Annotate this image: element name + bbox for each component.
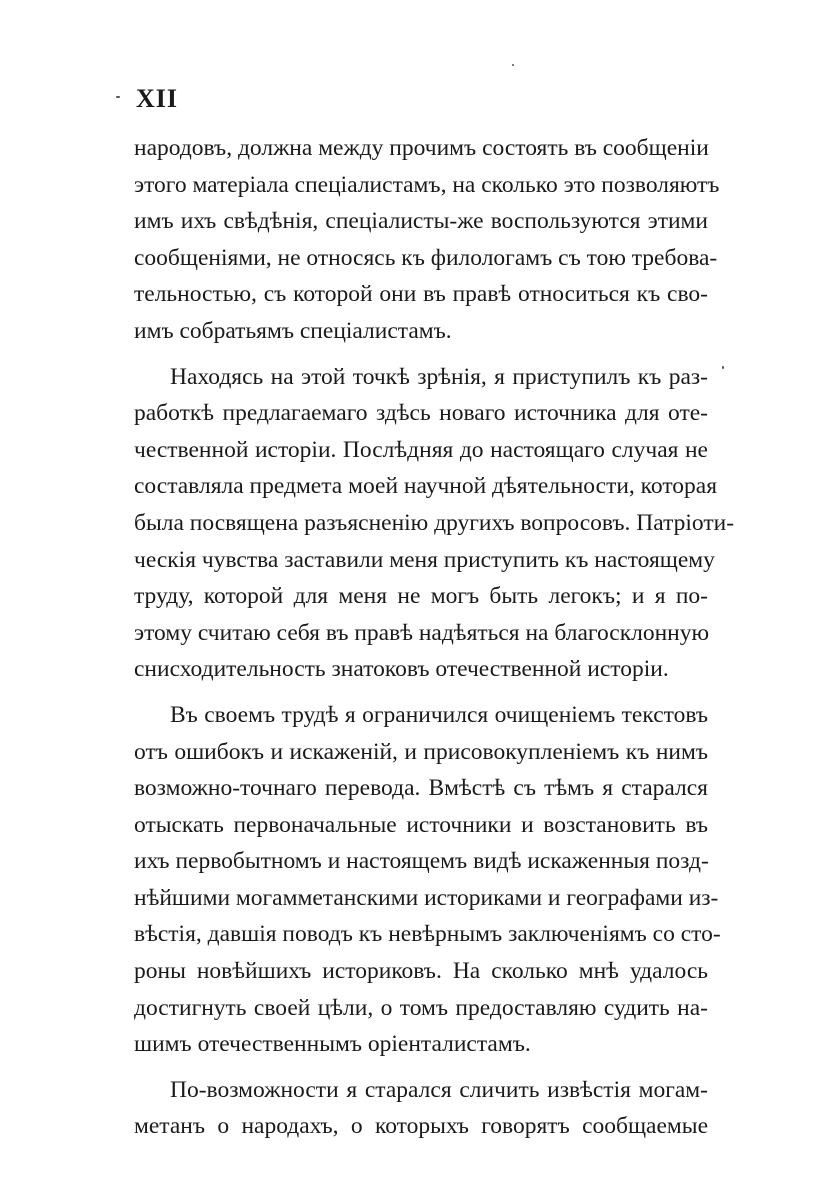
text-line: составляла предмета моей научной дѣятельности, которая <box>134 473 718 500</box>
paragraph <box>134 1072 708 1145</box>
body-text <box>134 130 735 1154</box>
text-line: ческія чувства заставили меня приступить къ настоящему <box>134 546 715 573</box>
print-speck <box>512 64 514 66</box>
text-line: этого матеріала спеціалистамъ, на сколько это позволяютъ <box>134 171 720 198</box>
text-line: труду, которой для меня не могъ быть легокъ; и я по- <box>134 583 708 610</box>
text-line: отъ ошибокъ и искаженій, и присовокупленіемъ къ нимъ <box>134 738 708 765</box>
text-line: была посвящена разъясненію другихъ вопросовъ. Патріоти- <box>134 509 735 536</box>
text-line: снисходительность знатоковъ отечественной исторіи. <box>134 656 669 683</box>
text-line: нѣйшими могамметанскими историками и географами из- <box>134 884 719 911</box>
text-line: тельностью, съ которой они въ правѣ относиться къ сво- <box>134 281 708 308</box>
text-line: По-возможности я старался сличить извѣстія могам- <box>170 1076 708 1103</box>
text-line: роны новѣйшихъ историковъ. На сколько мнѣ удалось <box>134 958 708 985</box>
page-number: XII <box>136 84 179 113</box>
text-line: чественной исторіи. Послѣдняя до настоящаго случая не <box>134 436 708 463</box>
text-line: Находясь на этой точкѣ зрѣнія, я приступилъ къ раз- <box>170 363 708 390</box>
text-line: имъ ихъ свѣдѣнія, спеціалисты-же воспользуются этими <box>134 208 708 235</box>
text-line: Въ своемъ трудѣ я ограничился очищеніемъ текстовъ <box>170 701 708 728</box>
text-line: отыскать первоначальные источники и возстановить въ <box>134 811 708 838</box>
paragraph <box>134 697 721 1063</box>
text-line: народовъ, должна между прочимъ состоять въ сообщеніи <box>134 135 709 161</box>
text-line: работкѣ предлагаемаго здѣсь новаго источника для оте- <box>134 400 708 427</box>
text-line: сообщеніями, не относясь къ филологамъ съ тою требова- <box>134 244 718 271</box>
text-line: метанъ о народахъ, о которыхъ говорятъ сообщаемые <box>134 1113 708 1140</box>
text-line: достигнуть своей цѣли, о томъ предоставляю судить на- <box>134 994 708 1021</box>
text-line: вѣстія, давшія поводъ къ невѣрнымъ заключеніямъ со сто- <box>134 921 721 948</box>
text-line: шимъ отечественнымъ оріенталистамъ. <box>134 1031 531 1058</box>
print-speck <box>722 366 724 369</box>
print-speck <box>116 96 120 98</box>
paragraph <box>134 130 720 350</box>
text-line: возможно-точнаго перевода. Вмѣстѣ съ тѣмъ я старался <box>134 775 708 802</box>
paragraph <box>134 359 735 688</box>
text-line: имъ собратьямъ спеціалистамъ. <box>134 317 452 344</box>
text-line: ихъ первобытномъ и настоящемъ видѣ искаженныя позд- <box>134 848 709 875</box>
text-line: этому считаю себя въ правѣ надѣяться на благосклонную <box>134 619 710 646</box>
